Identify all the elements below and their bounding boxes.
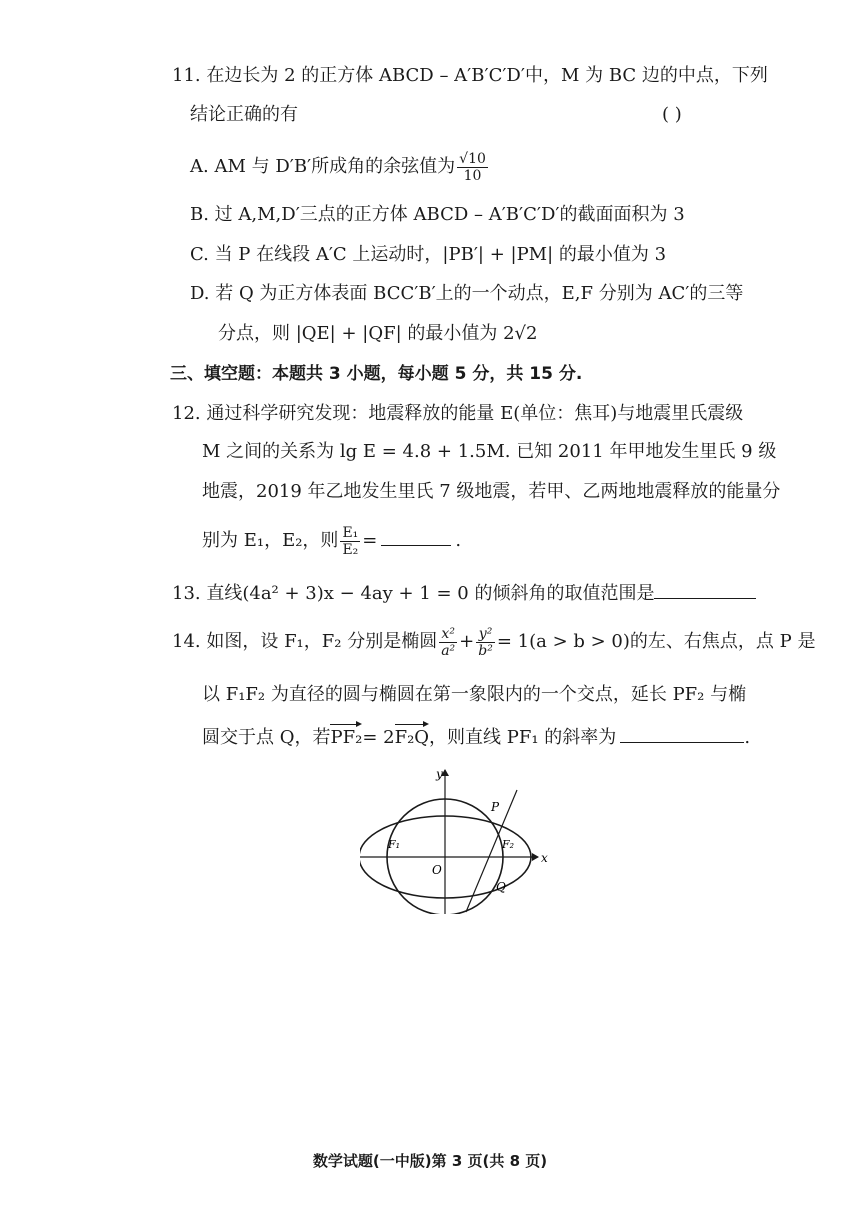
q14-x-fraction xyxy=(439,626,457,659)
q14-line2: 以 F₁F₂ 为直径的圆与椭圆在第一象限内的一个交点，延长 PF₂ 与椭 xyxy=(202,684,747,705)
q11-option-b: B. 过 A,M,D′三点的正方体 ABCD – A′B′C′D′的截面面积为 3 xyxy=(190,204,685,225)
q12-line4-prefix: 别为 E₁，E₂，则 xyxy=(202,530,339,551)
q14-line1 xyxy=(172,622,815,662)
q12-equals: = xyxy=(362,530,378,551)
origin-label: O xyxy=(432,863,442,877)
q13-text: 13. 直线(4a² + 3)x − 4ay + 1 = 0 的倾斜角的取值范围是 xyxy=(172,583,655,604)
q13-line xyxy=(172,580,756,606)
q14-line1-prefix: 14. 如图，设 F₁，F₂ 分别是椭圆 xyxy=(172,631,438,652)
q12-ratio-denominator: E₂ xyxy=(342,541,359,558)
page-footer: 数学试题(一中版)第 3 页(共 8 页) xyxy=(312,1152,548,1170)
q14-plus: + xyxy=(459,631,475,652)
q14-y-denominator: b² xyxy=(478,642,493,659)
q11-stem-line2: 结论正确的有 xyxy=(190,104,298,125)
q12-period: . xyxy=(455,530,462,551)
q14-line3-suffix: ，则直线 PF₁ 的斜率为 xyxy=(429,727,617,748)
point-p-label: P xyxy=(491,800,500,814)
q12-line2: M 之间的关系为 lg E = 4.8 + 1.5M. 已知 2011 年甲地发生里氏 9 级 xyxy=(202,441,777,462)
y-axis-label: y xyxy=(436,767,443,781)
q12-line3: 地震，2019 年乙地发生里氏 7 级地震，若甲、乙两地地震释放的能量分 xyxy=(202,481,781,502)
q14-line3-prefix: 圆交于点 Q，若 xyxy=(202,727,331,748)
q14-vector-pf2: PF₂ xyxy=(330,727,363,748)
point-q-label: Q xyxy=(496,880,506,894)
ellipse-circle-figure xyxy=(360,764,560,914)
q11-stem-line1: 11. 在边长为 2 的正方体 ABCD – A′B′C′D′中，M 为 BC 边的中点，下列 xyxy=(172,65,768,86)
q11-answer-paren: ( ) xyxy=(662,104,682,125)
q12-answer-blank[interactable] xyxy=(381,527,451,546)
section-3-heading: 三、填空题：本题共 3 小题，每小题 5 分，共 15 分. xyxy=(170,364,583,384)
q12-energy-ratio xyxy=(340,525,360,558)
q11-option-d-line2: 分点，则 |QE| + |QF| 的最小值为 2√2 xyxy=(218,323,538,344)
q14-equals-two: = 2 xyxy=(362,727,395,748)
q12-line4 xyxy=(202,522,461,560)
q14-line1-suffix: = 1(a > b > 0)的左、右焦点，点 P 是 xyxy=(496,631,816,652)
focus-f2-label: F₂ xyxy=(502,838,515,851)
q11-option-d-line1: D. 若 Q 为正方体表面 BCC′B′上的一个动点，E,F 分别为 AC′的三等 xyxy=(190,283,744,304)
q14-vector-f2q: F₂Q xyxy=(394,727,430,748)
q14-y-numerator: y² xyxy=(476,626,495,643)
q11-option-a xyxy=(190,150,490,184)
q11-option-a-text: A. AM 与 D′B′所成角的余弦值为 xyxy=(190,156,456,177)
q14-x-denominator: a² xyxy=(441,642,456,659)
q11-option-a-denominator: 10 xyxy=(463,167,482,184)
q14-answer-blank[interactable] xyxy=(620,724,744,743)
q11-option-a-fraction xyxy=(457,151,488,184)
q14-x-numerator: x² xyxy=(439,626,457,643)
q11-option-a-numerator: √10 xyxy=(459,150,486,167)
q12-line1: 12. 通过科学研究发现：地震释放的能量 E(单位：焦耳)与地震里氏震级 xyxy=(172,403,744,424)
focus-f1-label: F₁ xyxy=(388,838,401,851)
q14-period: . xyxy=(744,727,751,748)
q14-y-fraction xyxy=(476,626,495,659)
q13-answer-blank[interactable] xyxy=(654,580,756,599)
x-axis-label: x xyxy=(541,851,548,865)
q11-option-c: C. 当 P 在线段 A′C 上运动时，|PB′| + |PM| 的最小值为 3 xyxy=(190,244,667,265)
q12-ratio-numerator: E₁ xyxy=(342,524,359,541)
q14-line3 xyxy=(202,724,750,750)
